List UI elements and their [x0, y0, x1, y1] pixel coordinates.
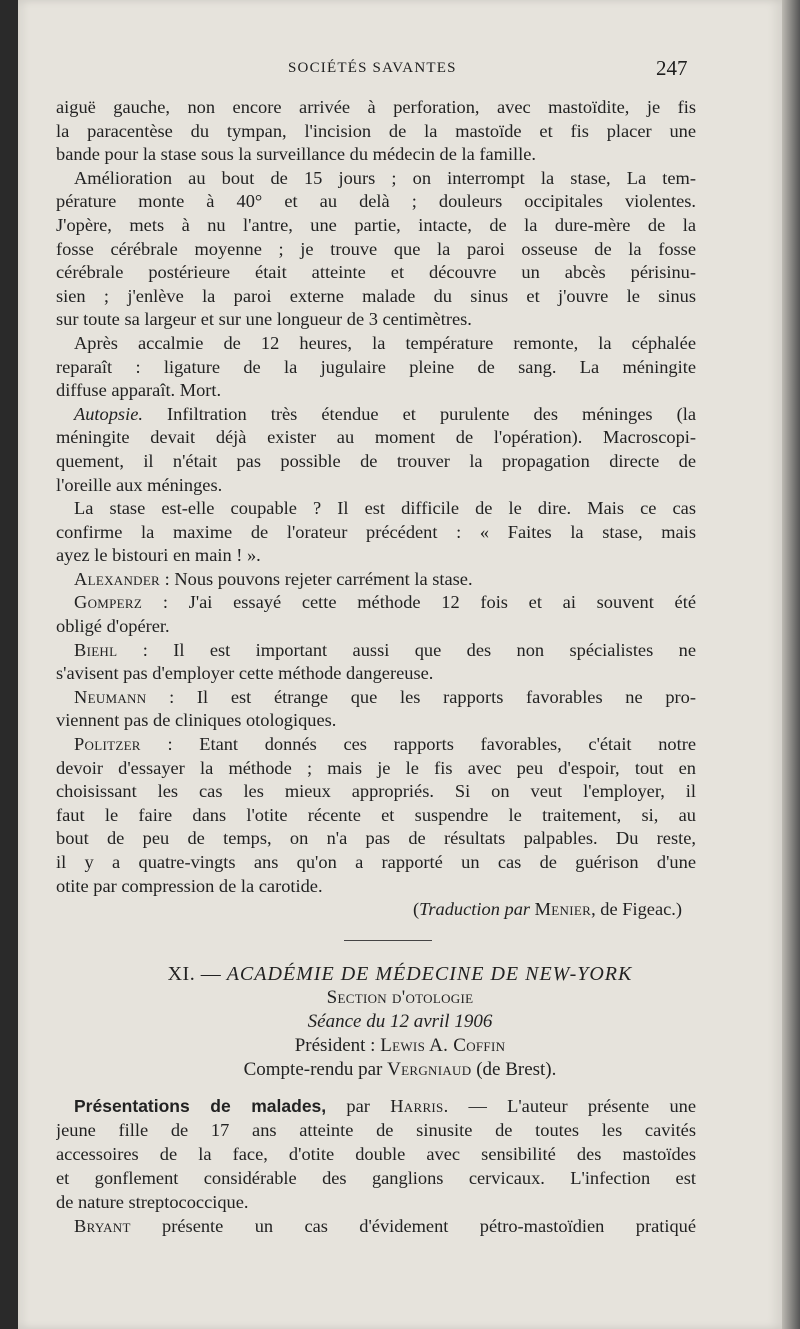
- section-divider: [344, 940, 432, 941]
- text-line: J'opère, mets à nu l'antre, une partie, intacte, de la dure-mère de la: [56, 214, 696, 235]
- president-line: [40, 1034, 760, 1058]
- text-line: fosse cérébrale moyenne ; je trouve que la paroi osseuse de la fosse: [56, 238, 696, 259]
- text-line: [56, 591, 696, 615]
- running-title: SOCIÉTÉS SAVANTES: [288, 60, 457, 76]
- body-text: [56, 96, 696, 922]
- report-label: Compte-rendu par: [243, 1059, 383, 1080]
- autopsy-label: Autopsie.: [74, 403, 143, 424]
- speaker-name: Bryant: [74, 1216, 131, 1236]
- text-run: : Nous pouvons rejeter carrément la stase.: [160, 568, 473, 589]
- credit-place: , de Figeac.): [591, 899, 682, 920]
- text-line: de nature streptococcique.: [56, 1192, 249, 1212]
- text-run: présente un cas d'évidement pétro-mastoïdien pratiqué: [130, 1216, 696, 1236]
- text-run: : Il est important aussi que des non spécialistes ne: [117, 639, 696, 660]
- text-line: accessoires de la face, d'otite double avec sensibilité des mastoïdes: [56, 1144, 696, 1164]
- text-line: bande pour la stase sous la surveillance du médecin de la famille.: [56, 144, 537, 165]
- speaker-name: Neumann: [74, 686, 147, 707]
- text-line: devoir d'essayer la méthode ; mais je le fis avec peu d'espoir, tout en: [56, 757, 696, 778]
- speaker-name: Harris: [390, 1096, 444, 1116]
- text-run: : Il est étrange que les rapports favorables ne pro-: [146, 686, 696, 707]
- speaker-name: Politzer: [74, 734, 141, 755]
- speaker-name: Gomperz: [74, 592, 143, 613]
- report-place: (de Brest).: [476, 1059, 557, 1080]
- text-line: Après accalmie de 12 heures, la température remonte, la céphalée: [74, 332, 696, 353]
- text-line: choisissant les cas les mieux appropriés. Si on veut l'employer, il: [56, 781, 696, 802]
- text-line: quement, il n'était pas possible de trouver la propagation directe de: [56, 450, 696, 471]
- section-number: XI. —: [167, 963, 222, 985]
- text-line: l'oreille aux méninges.: [56, 474, 223, 495]
- page-edge-shadow: [782, 0, 800, 1329]
- subsection-title: Section d'otologie: [326, 987, 474, 1008]
- speaker-name: Biehl: [74, 639, 118, 660]
- text-line: obligé d'opérer.: [56, 616, 170, 637]
- text-line: La stase est-elle coupable ? Il est difficile de le dire. Mais ce cas: [74, 498, 696, 519]
- text-line: sur toute sa largeur et sur une longueur de 3 centimètres.: [56, 309, 472, 330]
- session-date: Séance du 12 avril 1906: [307, 1011, 493, 1032]
- text-line: la paracentèse du tympan, l'incision de la mastoïde et fis placer une: [56, 120, 696, 141]
- text-line: aiguë gauche, non encore arrivée à perforation, avec mastoïdite, je fis: [56, 97, 696, 117]
- text-run: Infiltration très étendue et purulente des méninges (la: [142, 403, 696, 424]
- speaker-name: Alexander: [74, 568, 161, 589]
- page-number: 247: [656, 56, 688, 80]
- president-label: Président :: [294, 1035, 376, 1056]
- text-line: [56, 568, 696, 592]
- report-line: [40, 1058, 760, 1082]
- text-line: et gonflement considérable des ganglions cervicaux. L'infection est: [56, 1168, 696, 1188]
- president-name: Lewis A. Coffin: [380, 1035, 506, 1056]
- text-line: [56, 1094, 696, 1118]
- text-line: jeune fille de 17 ans atteinte de sinusite de toutes les cavités: [56, 1120, 696, 1140]
- text-line: [56, 733, 696, 757]
- lower-text: [56, 1094, 696, 1238]
- text-run: par: [326, 1096, 391, 1116]
- section-title-line: [40, 962, 760, 986]
- text-line: confirme la maxime de l'orateur précédent : « Faites la stase, mais: [56, 521, 696, 542]
- credit-translator: Menier: [534, 899, 592, 920]
- text-line: [56, 1214, 696, 1238]
- text-run: : Etant donnés ces rapports favorables, c'était notre: [140, 734, 696, 755]
- text-line: cérébrale postérieure était atteinte et découvre un abcès périsinu-: [56, 262, 696, 283]
- text-line: s'avisent pas d'employer cette méthode dangereuse.: [56, 663, 434, 684]
- text-line: Amélioration au bout de 15 jours ; on interrompt la stase, La tem-: [74, 167, 696, 188]
- translation-credit: [56, 898, 696, 922]
- text-run: . — L'auteur présente une: [443, 1096, 696, 1116]
- credit-open-paren: (: [413, 899, 420, 920]
- report-author: Vergniaud: [387, 1059, 472, 1080]
- subsection-lead: Présentations de malades,: [74, 1096, 327, 1116]
- text-line: diffuse apparaît. Mort.: [56, 380, 222, 401]
- text-line: [56, 686, 696, 710]
- credit-label: Traduction par: [419, 899, 531, 920]
- text-line: [56, 639, 696, 663]
- text-line: otite par compression de la carotide.: [56, 875, 323, 896]
- text-line: ayez le bistouri en main ! ».: [56, 545, 261, 566]
- text-line: [56, 403, 696, 427]
- text-line: bout de peu de temps, on n'a pas de résultats palpables. Du reste,: [56, 828, 696, 849]
- text-line: viennent pas de cliniques otologiques.: [56, 710, 337, 731]
- text-line: faut le faire dans l'otite récente et suspendre le traitement, si, au: [56, 804, 696, 825]
- text-line: reparaît : ligature de la jugulaire pleine de sang. La méningite: [56, 356, 696, 377]
- running-header: [0, 58, 800, 82]
- section-title: ACADÉMIE DE MÉDECINE DE NEW-YORK: [226, 963, 633, 985]
- text-run: : J'ai essayé cette méthode 12 fois et ai souvent été: [142, 592, 696, 613]
- text-line: méningite devait déjà exister au moment de l'opération). Macroscopi-: [56, 427, 696, 448]
- section-heading: [40, 962, 760, 1082]
- text-line: sien ; j'enlève la paroi externe malade du sinus et j'ouvre le sinus: [56, 285, 696, 306]
- text-line: pérature monte à 40° et au delà ; douleurs occipitales violentes.: [56, 191, 696, 212]
- text-line: il y a quatre-vingts ans qu'on a rapporté un cas de guérison d'une: [56, 852, 696, 872]
